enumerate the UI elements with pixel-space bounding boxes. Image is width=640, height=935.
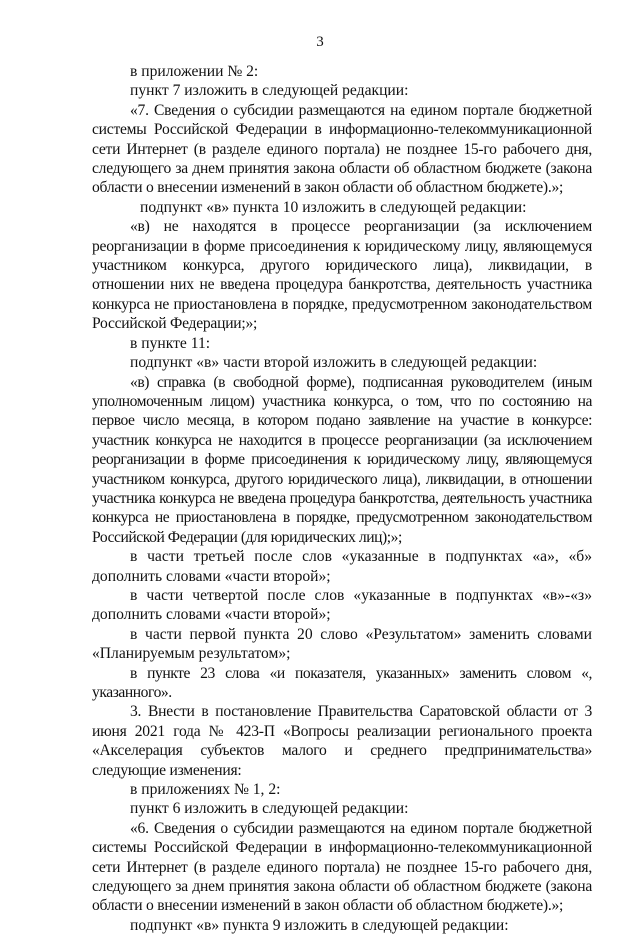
- paragraph: «6. Сведения о субсидии размещаются на едином портале бюджетной системы Российской Федерации в информационно-телекоммуникационной сети Интернет (в разделе единого портала) не позднее 15-го рабочего дня, следующего за днем принятия закона области об областном бюджете (закона области о внесении изменений в закон области об областном бюджете).»;: [92, 819, 592, 915]
- paragraph: «7. Сведения о субсидии размещаются на едином портале бюджетной системы Российской Федерации в информационно-телекоммуникационной сети Интернет (в разделе единого портала) не позднее 15-го рабочего дня, следующего за днем принятия закона области об областном бюджете (закона области о внесении изменений в закон области об областном бюджете).»;: [92, 101, 592, 197]
- paragraph: 3. Внести в постановление Правительства Саратовской области от 3 июня 2021 года № 423-П «Вопросы реализации регионального проекта «Акселерация субъектов малого и среднего предпринимательства» следующие изменения:: [92, 703, 592, 779]
- paragraph: в пункте 11:: [130, 334, 211, 352]
- paragraph: в приложениях № 1, 2:: [130, 781, 281, 799]
- paragraph: подпункт «в» части второй изложить в следующей редакции:: [130, 354, 538, 372]
- paragraph: подпункт «в» пункта 9 изложить в следующей редакции:: [130, 916, 509, 934]
- paragraph: пункт 6 изложить в следующей редакции:: [130, 800, 409, 818]
- paragraph: пункт 7 изложить в следующей редакции:: [130, 82, 409, 100]
- paragraph: подпункт «в» пункта 10 изложить в следующей редакции:: [140, 198, 527, 216]
- paragraph: «в) не находятся в процессе реорганизации (за исключением реорганизации в форме присоединения к юридическому лицу, являющемуся участником конкурса, другого юридического лица), ликвидации, в отношении них не введена процедура банкротства, деятельность участника конкурса не приостановлена в порядке, предусмотренном законодательством Российской Федерации;»;: [92, 218, 592, 333]
- page-number: 3: [316, 34, 324, 50]
- document-body: [92, 62, 592, 935]
- paragraph: в части первой пункта 20 слово «Результатом» заменить словами «Планируемым результатом»;: [92, 625, 592, 663]
- paragraph: в приложении № 2:: [130, 63, 259, 80]
- paragraph: в части третьей после слов «указанные в подпунктах «а», «б» дополнить словами «части второй»;: [92, 548, 592, 585]
- paragraph: в части четвертой после слов «указанные в подпунктах «в»-«з» дополнить словами «части второй»;: [92, 586, 592, 624]
- paragraph: в пункте 23 слова «и показателя, указанных» заменить словом «, указанного».: [92, 664, 592, 701]
- paragraph: «в) справка (в свободной форме), подписанная руководителем (иным уполномоченным лицом) участника конкурса, о том, что по состоянию на первое число месяца, в котором подано заявление на участие в конкурсе: участник конкурса не находится в процессе реорганизации (за исключением реорганизации в форме присоединения к юридическому лицу, являющемуся участником конкурса, другого юридического лица), ликвидации, в отношении участника конкурса не введена процедура банкротства, деятельность участника конкурса не приостановлена в порядке, предусмотренном законодательством Российской Федерации (для юридических лиц);»;: [92, 373, 592, 546]
